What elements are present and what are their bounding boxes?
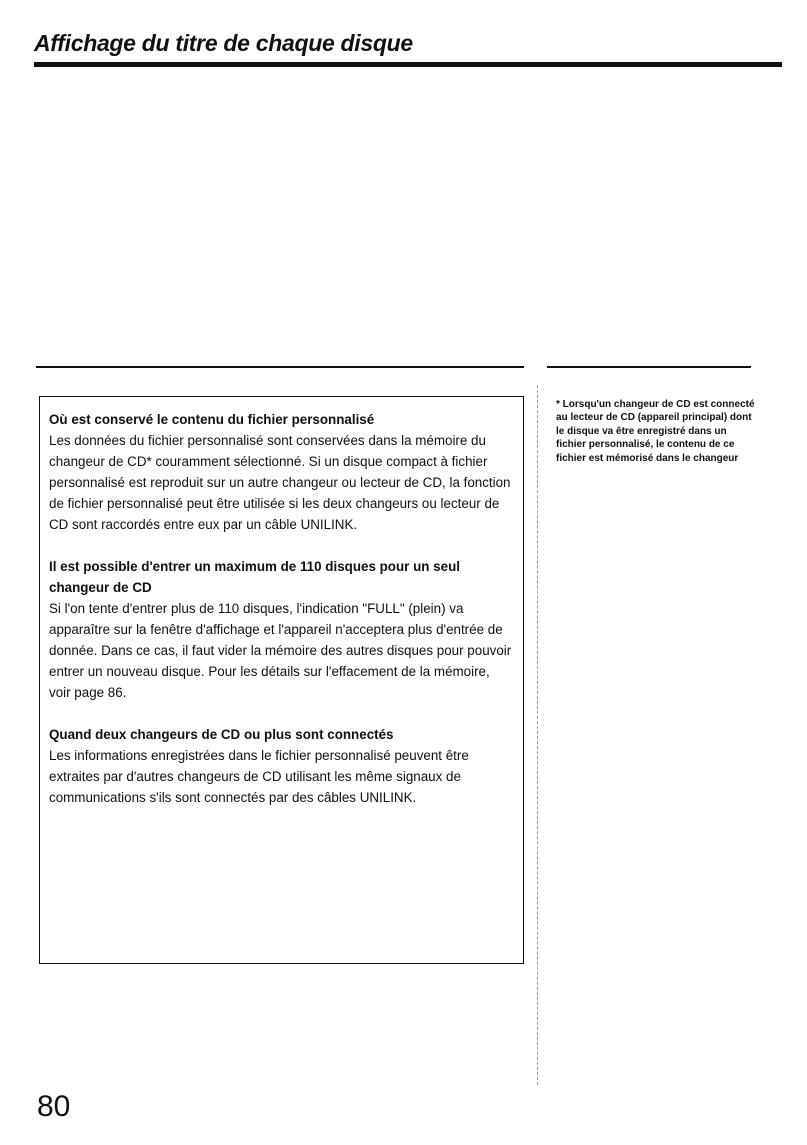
- info-section-limit: [49, 556, 515, 703]
- section-body: Les informations enregistrées dans le fichier personnalisé peuvent être extraites par d'autres changeurs de CD utilisant les même signaux de communications s'ils sont connectés par des câbles UNILINK.: [49, 748, 469, 805]
- section-heading: Où est conservé le contenu du fichier personnalisé: [49, 412, 375, 427]
- side-note: * Lorsqu'un changeur de CD est connecté au lecteur de CD (appareil principal) dont le disque va être enregistré dans un fichier personnalisé, le contenu de ce fichier est mémorisé dans le changeur: [556, 399, 755, 464]
- page-number: 80: [37, 1090, 71, 1123]
- section-heading: Il est possible d'entrer un maximum de 110 disques pour un seul changeur de CD: [49, 559, 460, 595]
- info-section-storage: [49, 409, 515, 535]
- section-body: Si l'on tente d'entrer plus de 110 disques, l'indication "FULL" (plein) va apparaître sur la fenêtre d'affichage et l'appareil n'acceptera plus d'entrée de donnée. Dans ce cas, il faut vider la mémoire des autres disques pour pouvoir entrer un nouveau disque. Pour les détails sur l'effacement de la mémoire, voir page 86.: [49, 601, 512, 700]
- title-rule: [34, 62, 782, 67]
- section-body: Les données du fichier personnalisé sont conservées dans la mémoire du changeur de CD* couramment sélectionné. Si un disque compact à fichier personnalisé est reproduit sur un autre changeur ou lecteur de CD, la fonction de fichier personnalisé peut être utilisée si les deux changeurs ou lecteur de CD sont raccordés entre eux par un câble UNILINK.: [49, 433, 511, 532]
- info-section-multiple: [49, 724, 515, 808]
- section-rule-main: [36, 366, 524, 368]
- section-heading: Quand deux changeurs de CD ou plus sont connectés: [49, 727, 394, 742]
- page-title: Affichage du titre de chaque disque: [34, 30, 413, 56]
- margin-divider: [537, 385, 538, 1085]
- info-box: [39, 396, 524, 964]
- section-rule-side: [547, 366, 751, 368]
- info-box-content: [49, 409, 515, 829]
